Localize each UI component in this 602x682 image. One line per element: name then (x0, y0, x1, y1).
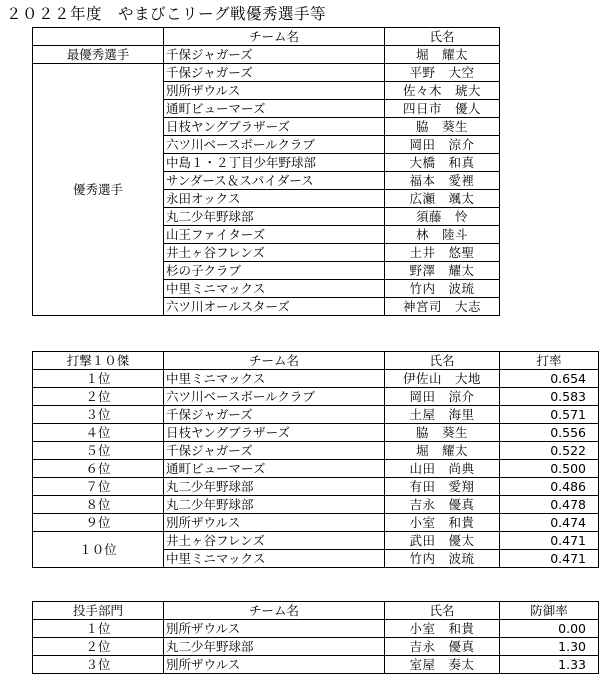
rank-header: 投手部門 (33, 602, 164, 620)
team-cell: 六ツ川ベースボールクラブ (164, 388, 385, 406)
mvp-table-header (33, 28, 500, 46)
player-name-cell: 佐々木 琥大 (385, 82, 500, 100)
team-cell: 丸二少年野球部 (164, 496, 385, 514)
batting-average-header: 打率 (500, 352, 599, 370)
batting-rows (33, 370, 599, 568)
batting-average-cell: 0.522 (500, 442, 599, 460)
batting-average-cell: 0.583 (500, 388, 599, 406)
table-row (33, 424, 599, 442)
rank-header: 打撃１０傑 (33, 352, 164, 370)
batting-table (32, 351, 599, 568)
player-name-cell: 竹内 波琉 (385, 550, 500, 568)
team-cell: 永田オックス (164, 190, 385, 208)
pitching-table-header (33, 602, 599, 620)
team-cell: 中島１・２丁目少年野球部 (164, 154, 385, 172)
team-cell: 中里ミニマックス (164, 550, 385, 568)
player-name-cell: 伊佐山 大地 (385, 370, 500, 388)
rank-cell: １０位 (33, 532, 164, 568)
mvp-label: 最優秀選手 (33, 46, 164, 64)
batting-average-cell: 0.486 (500, 478, 599, 496)
player-name-cell: 林 陸斗 (385, 226, 500, 244)
batting-average-cell: 0.556 (500, 424, 599, 442)
team-cell: 六ツ川ベースボールクラブ (164, 136, 385, 154)
mvp-row (33, 46, 500, 64)
rank-cell: ５位 (33, 442, 164, 460)
rank-cell: ８位 (33, 496, 164, 514)
team-header: チーム名 (164, 352, 385, 370)
player-name-cell: 堀 耀太 (385, 442, 500, 460)
batting-average-cell: 0.478 (500, 496, 599, 514)
excellent-label: 優秀選手 (33, 64, 164, 316)
team-cell: 日枝ヤングブラザーズ (164, 424, 385, 442)
pitching-rows (33, 620, 599, 674)
player-name-cell: 堀 耀太 (385, 46, 500, 64)
mvp-table (32, 27, 500, 316)
batting-average-cell: 0.474 (500, 514, 599, 532)
team-cell: 別所ザウルス (164, 656, 385, 674)
page-title: ２０２２年度 やまびこリーグ戦優秀選手等 (6, 5, 327, 23)
era-cell: 1.33 (500, 656, 599, 674)
team-cell: 日枝ヤングブラザーズ (164, 118, 385, 136)
table-row (33, 64, 500, 82)
player-name-cell: 有田 愛翔 (385, 478, 500, 496)
player-name-cell: 四日市 優人 (385, 100, 500, 118)
rank-cell: ２位 (33, 638, 164, 656)
player-name-cell: 平野 大空 (385, 64, 500, 82)
batting-table-header (33, 352, 599, 370)
rank-cell: ４位 (33, 424, 164, 442)
team-cell: 千保ジャガーズ (164, 442, 385, 460)
player-name-cell: 脇 葵生 (385, 424, 500, 442)
player-name-cell: 小室 和貴 (385, 514, 500, 532)
rank-cell: １位 (33, 370, 164, 388)
team-cell: 通町ビューマーズ (164, 460, 385, 478)
era-header: 防御率 (500, 602, 599, 620)
player-name-cell: 吉永 優真 (385, 496, 500, 514)
team-header: チーム名 (164, 28, 385, 46)
table-row (33, 496, 599, 514)
team-cell: 別所ザウルス (164, 82, 385, 100)
batting-average-cell: 0.471 (500, 532, 599, 550)
batting-average-cell: 0.654 (500, 370, 599, 388)
team-cell: 六ツ川オールスターズ (164, 298, 385, 316)
player-name-cell: 室屋 奏太 (385, 656, 500, 674)
player-name-cell: 小室 和貴 (385, 620, 500, 638)
rank-cell: １位 (33, 620, 164, 638)
table-row (33, 460, 599, 478)
team-cell: 山王ファイターズ (164, 226, 385, 244)
table-row (33, 478, 599, 496)
table-row (33, 514, 599, 532)
name-header: 氏名 (385, 352, 500, 370)
player-name-cell: 須藤 怜 (385, 208, 500, 226)
batting-average-cell: 0.471 (500, 550, 599, 568)
rank-cell: ３位 (33, 406, 164, 424)
player-name-cell: 広瀬 颯太 (385, 190, 500, 208)
team-cell: 千保ジャガーズ (164, 64, 385, 82)
table-row (33, 532, 599, 550)
excellent-rows (33, 64, 500, 316)
table-row (33, 388, 599, 406)
table-row (33, 370, 599, 388)
pitching-table (32, 601, 599, 674)
rank-cell: ７位 (33, 478, 164, 496)
player-name-cell: 岡田 涼介 (385, 136, 500, 154)
batting-average-cell: 0.571 (500, 406, 599, 424)
team-cell: 通町ビューマーズ (164, 100, 385, 118)
player-name-cell: 神宮司 大志 (385, 298, 500, 316)
table-row (33, 638, 599, 656)
team-cell: 別所ザウルス (164, 514, 385, 532)
team-cell: サンダース＆スパイダース (164, 172, 385, 190)
name-header: 氏名 (385, 602, 500, 620)
team-cell: 丸二少年野球部 (164, 478, 385, 496)
team-cell: 丸二少年野球部 (164, 638, 385, 656)
rank-cell: ６位 (33, 460, 164, 478)
team-cell: 中里ミニマックス (164, 370, 385, 388)
category-header (33, 28, 164, 46)
team-cell: 井土ヶ谷フレンズ (164, 532, 385, 550)
era-cell: 0.00 (500, 620, 599, 638)
player-name-cell: 武田 優太 (385, 532, 500, 550)
rank-cell: ３位 (33, 656, 164, 674)
player-name-cell: 岡田 涼介 (385, 388, 500, 406)
team-header: チーム名 (164, 602, 385, 620)
player-name-cell: 大橋 和真 (385, 154, 500, 172)
name-header: 氏名 (385, 28, 500, 46)
team-cell: 杉の子クラブ (164, 262, 385, 280)
player-name-cell: 竹内 波琉 (385, 280, 500, 298)
table-row (33, 406, 599, 424)
player-name-cell: 福本 愛裡 (385, 172, 500, 190)
player-name-cell: 脇 葵生 (385, 118, 500, 136)
player-name-cell: 土井 悠聖 (385, 244, 500, 262)
team-cell: 中里ミニマックス (164, 280, 385, 298)
player-name-cell: 吉永 優真 (385, 638, 500, 656)
table-row (33, 656, 599, 674)
player-name-cell: 野澤 耀太 (385, 262, 500, 280)
rank-cell: ９位 (33, 514, 164, 532)
player-name-cell: 土屋 海里 (385, 406, 500, 424)
team-cell: 別所ザウルス (164, 620, 385, 638)
team-cell: 井土ヶ谷フレンズ (164, 244, 385, 262)
batting-average-cell: 0.500 (500, 460, 599, 478)
player-name-cell: 山田 尚典 (385, 460, 500, 478)
table-row (33, 620, 599, 638)
team-cell: 丸二少年野球部 (164, 208, 385, 226)
team-cell: 千保ジャガーズ (164, 406, 385, 424)
table-row (33, 442, 599, 460)
rank-cell: ２位 (33, 388, 164, 406)
era-cell: 1.30 (500, 638, 599, 656)
team-cell: 千保ジャガーズ (164, 46, 385, 64)
